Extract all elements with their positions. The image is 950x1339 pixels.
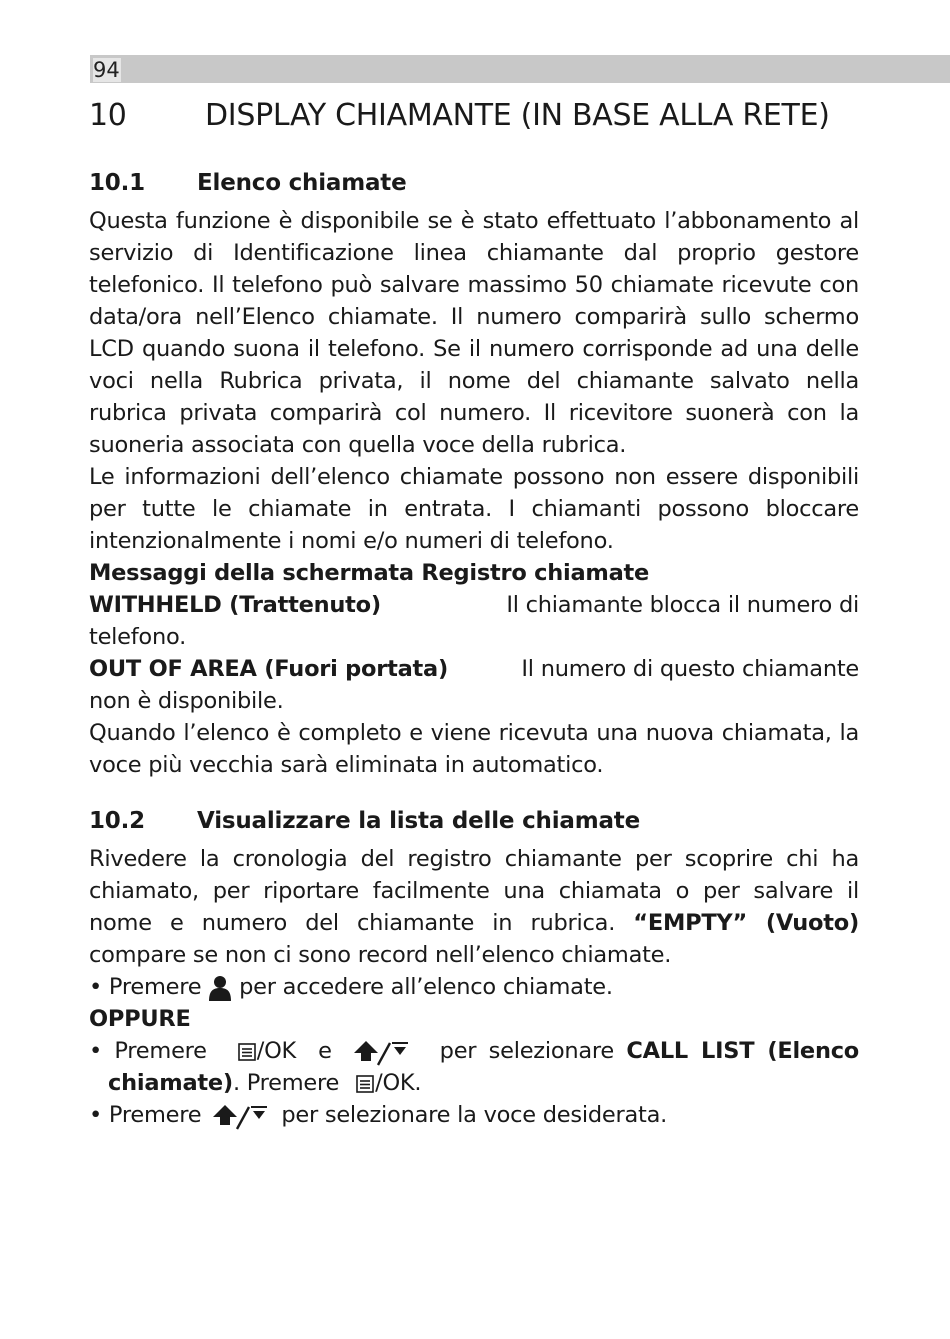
message-description-cont: telefono. — [89, 624, 186, 650]
message-row-out-of-area — [89, 653, 859, 685]
paragraph: Le informazioni dell’elenco chiamate possono non essere disponibili per tutte le chiamate in entrata. I chiamanti possono bloccare intenzionalmente i nomi e/o numeri di telefono. — [89, 464, 859, 554]
message-description: Il chiamante blocca il numero di — [506, 592, 859, 618]
paragraph: Rivedere la cronologia del registro chiamante per scoprire chi ha chiamato, per riportare facilmente una chiamata o per salvare il nome e numero del chiamante in rubrica. “EMPTY” (Vuoto) compare se non ci sono record nell’elenco chiamate. — [89, 846, 859, 968]
call-list-label: CALL LIST (Elenco chiamate) — [108, 1038, 860, 1096]
up-down-arrow-icon — [211, 1101, 269, 1131]
chapter-title: DISPLAY CHIAMANTE (IN BASE ALLA RETE) — [205, 98, 830, 133]
section-title: Visualizzare la lista delle chiamate — [197, 808, 640, 834]
oppure-label: OPPURE — [89, 1006, 191, 1032]
message-term: OUT OF AREA (Fuori portata) — [89, 656, 448, 682]
section-number: 10.2 — [89, 808, 145, 834]
bullet-3: • Premere per selezionare la voce desiderata. — [89, 1099, 859, 1131]
section-heading-10-2 — [89, 806, 640, 836]
message-term: WITHHELD (Trattenuto) — [89, 592, 381, 618]
page-number: 94 — [93, 58, 120, 82]
bullet-1: • Premere per accedere all’elenco chiamate. — [89, 974, 613, 1000]
message-row-withheld — [89, 589, 859, 621]
message-description: Il numero di questo chiamante — [521, 656, 859, 682]
menu-icon — [237, 1042, 257, 1062]
paragraph: Questa funzione è disponibile se è stato effettuato l’abbonamento al servizio di Identificazione linea chiamante dal proprio gestore telefonico. Il telefono può salvare massimo 50 chiamate ricevute con data/ora nell’Elenco chiamate. Il numero comparirà sullo schermo LCD quando suona il telefono. Se il numero corrisponde ad una delle voci nella Rubrica privata, il nome del chiamante salvato nella rubrica privata comparirà col numero. Il ricevitore suonerà con la suoneria associata con quella voce della rubrica. — [89, 208, 859, 458]
messages-heading: Messaggi della schermata Registro chiamate — [89, 560, 650, 586]
bullet-2: • Premere /OK e per selezionare CALL LIST (Elenco chiamate). Premere /OK. — [89, 1038, 860, 1096]
chapter-number: 10 — [89, 98, 127, 133]
chapter-heading — [89, 97, 889, 135]
ok-key-label: /OK — [256, 1038, 297, 1064]
header-bar — [90, 55, 950, 83]
section-10-2-body — [89, 843, 859, 1131]
empty-label: “EMPTY” (Vuoto) — [633, 910, 859, 936]
section-10-1-body — [89, 205, 859, 781]
person-icon — [208, 975, 232, 1001]
section-title: Elenco chiamate — [197, 170, 407, 196]
menu-icon — [355, 1074, 375, 1094]
ok-key-label: /OK — [375, 1070, 415, 1096]
up-down-arrow-icon — [352, 1037, 410, 1067]
paragraph: Quando l’elenco è completo e viene ricevuta una nuova chiamata, la voce più vecchia sarà eliminata in automatico. — [89, 720, 859, 778]
section-number: 10.1 — [89, 170, 145, 196]
message-description-cont: non è disponibile. — [89, 688, 284, 714]
section-heading-10-1 — [89, 168, 407, 198]
